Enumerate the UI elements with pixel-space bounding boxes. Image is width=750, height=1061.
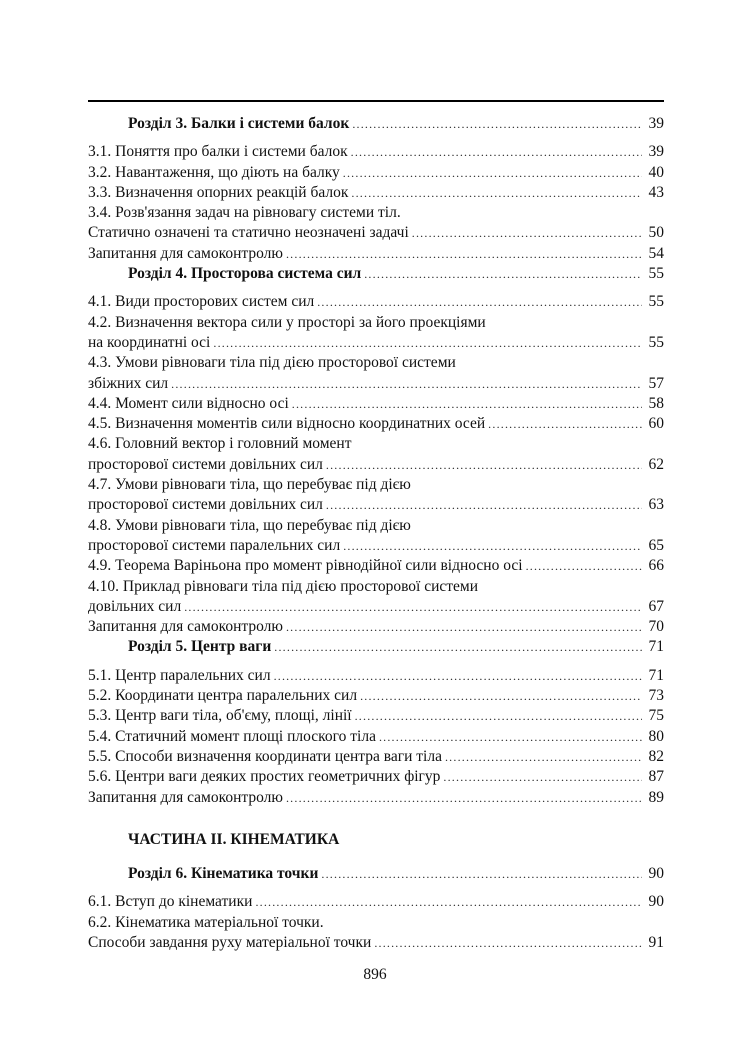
entry-title: 4.5. Визначення моментів сили відносно координатних осей bbox=[88, 415, 486, 433]
toc-entry[interactable] bbox=[88, 788, 664, 808]
page-ref: 55 bbox=[648, 293, 664, 311]
entry-title: 4.6. Головний вектор і головний момент bbox=[88, 435, 352, 453]
dot-leader bbox=[292, 394, 642, 414]
entry-title: 3.3. Визначення опорних реакцій балок bbox=[88, 183, 349, 201]
entry-title: просторової системи довільних сил bbox=[88, 496, 323, 514]
entry-title: Запитання для самоконтролю bbox=[88, 788, 283, 806]
dot-leader bbox=[412, 223, 642, 243]
dot-leader bbox=[171, 374, 642, 394]
part-heading: ЧАСТИНА ІІ. КІНЕМАТИКА bbox=[128, 830, 340, 848]
toc-entry[interactable] bbox=[88, 892, 664, 912]
toc-entry[interactable] bbox=[88, 353, 664, 394]
page-ref: 66 bbox=[648, 557, 664, 575]
toc-entry[interactable] bbox=[88, 292, 664, 312]
page-ref: 82 bbox=[648, 747, 664, 765]
dot-leader bbox=[321, 864, 642, 884]
toc-entry[interactable] bbox=[88, 686, 664, 706]
page-ref: 60 bbox=[648, 415, 664, 433]
page-ref: 87 bbox=[648, 768, 664, 786]
toc-entry[interactable] bbox=[88, 727, 664, 747]
toc-section-entry[interactable] bbox=[88, 637, 664, 657]
page-ref: 80 bbox=[648, 727, 664, 745]
page-ref: 54 bbox=[648, 244, 664, 262]
dot-leader bbox=[286, 244, 642, 264]
page-ref: 71 bbox=[648, 666, 664, 684]
page-ref: 67 bbox=[648, 597, 664, 615]
page-ref: 90 bbox=[648, 865, 664, 883]
entry-title: 5.3. Центр ваги тіла, об'єму, площі, лінії bbox=[88, 707, 352, 725]
entry-title: Запитання для самоконтролю bbox=[88, 244, 283, 262]
entry-title: на координатні осі bbox=[88, 333, 211, 351]
dot-leader bbox=[326, 455, 642, 475]
toc-entry[interactable] bbox=[88, 183, 664, 203]
entry-title: 4.1. Види просторових систем сил bbox=[88, 293, 315, 311]
entry-title: 6.1. Вступ до кінематики bbox=[88, 893, 253, 911]
page-ref: 55 bbox=[648, 333, 664, 351]
toc-section-entry[interactable] bbox=[88, 264, 664, 284]
page-ref: 43 bbox=[648, 183, 664, 201]
toc-entry[interactable] bbox=[88, 577, 664, 618]
entry-title: 4.8. Умови рівноваги тіла, що перебуває під дією bbox=[88, 516, 411, 534]
toc-entry[interactable] bbox=[88, 767, 664, 787]
dot-leader bbox=[526, 556, 642, 576]
dot-leader bbox=[379, 727, 642, 747]
entry-title: Запитання для самоконтролю bbox=[88, 618, 283, 636]
page-ref: 70 bbox=[648, 618, 664, 636]
toc-entry[interactable] bbox=[88, 414, 664, 434]
dot-leader bbox=[443, 767, 642, 787]
toc-entry[interactable] bbox=[88, 142, 664, 162]
dot-leader bbox=[351, 142, 642, 162]
page-ref: 62 bbox=[648, 455, 664, 473]
dot-leader bbox=[274, 666, 642, 686]
entry-title: просторової системи паралельних сил bbox=[88, 536, 341, 554]
entry-title: збіжних сил bbox=[88, 374, 169, 392]
page-ref: 39 bbox=[648, 143, 664, 161]
page-ref: 89 bbox=[648, 788, 664, 806]
page-ref: 55 bbox=[648, 265, 664, 283]
section-title: Розділ 3. Балки і системи балок bbox=[128, 115, 350, 132]
section-title: Розділ 4. Просторова система сил bbox=[128, 265, 362, 283]
dot-leader bbox=[286, 617, 642, 637]
dot-leader bbox=[286, 788, 642, 808]
toc-entry[interactable] bbox=[88, 244, 664, 264]
entry-title: 4.10. Приклад рівноваги тіла під дією просторової системи bbox=[88, 577, 479, 595]
toc-entry[interactable] bbox=[88, 666, 664, 686]
dot-leader bbox=[317, 292, 642, 312]
dot-leader bbox=[352, 114, 642, 134]
section-title: Розділ 6. Кінематика точки bbox=[128, 865, 319, 883]
entry-title: 4.3. Умови рівноваги тіла під дією просторової системи bbox=[88, 354, 456, 372]
toc-entry[interactable] bbox=[88, 706, 664, 726]
dot-leader bbox=[488, 414, 642, 434]
entry-title: довільних сил bbox=[88, 597, 182, 615]
page-ref: 73 bbox=[648, 687, 664, 705]
section-title: Розділ 5. Центр ваги bbox=[128, 638, 272, 656]
entry-title: 3.1. Поняття про балки і системи балок bbox=[88, 143, 348, 161]
toc-entry[interactable] bbox=[88, 434, 664, 475]
toc-entry[interactable] bbox=[88, 617, 664, 637]
page-ref: 71 bbox=[648, 638, 664, 656]
dot-leader bbox=[343, 163, 642, 183]
entry-title: 4.9. Теорема Варіньона про момент рівнодійної сили відносно осі bbox=[88, 557, 523, 575]
entry-title: 5.1. Центр паралельних сил bbox=[88, 666, 271, 684]
dot-leader bbox=[360, 686, 642, 706]
entry-title: 5.5. Способи визначення координати центра ваги тіла bbox=[88, 747, 442, 765]
page-ref: 63 bbox=[648, 496, 664, 514]
dot-leader bbox=[274, 637, 642, 657]
dot-leader bbox=[326, 495, 642, 515]
entry-title: 4.4. Момент сили відносно осі bbox=[88, 394, 289, 412]
entry-title: 4.2. Визначення вектора сили у просторі за його проекціями bbox=[88, 313, 486, 331]
dot-leader bbox=[374, 933, 642, 953]
dot-leader bbox=[351, 183, 642, 203]
toc-entry[interactable] bbox=[88, 516, 664, 557]
dot-leader bbox=[355, 706, 642, 726]
page-ref: 39 bbox=[648, 115, 664, 132]
page-ref: 50 bbox=[648, 224, 664, 242]
entry-title: просторової системи довільних сил bbox=[88, 455, 323, 473]
page-ref: 65 bbox=[648, 536, 664, 554]
page-ref: 58 bbox=[648, 394, 664, 412]
toc-entry[interactable] bbox=[88, 556, 664, 576]
toc-section-entry[interactable] bbox=[88, 114, 664, 134]
page-ref: 57 bbox=[648, 374, 664, 392]
toc-entry[interactable] bbox=[88, 203, 664, 244]
entry-title: 5.6. Центри ваги деяких простих геометричних фігур bbox=[88, 768, 441, 786]
page-ref: 90 bbox=[648, 893, 664, 911]
entry-title: 3.4. Розв'язання задач на рівновагу системи тіл. bbox=[88, 204, 401, 222]
toc-entry[interactable] bbox=[88, 313, 664, 354]
entry-title: Способи завдання руху матеріальної точки bbox=[88, 933, 372, 951]
entry-title: 4.7. Умови рівноваги тіла, що перебуває під дією bbox=[88, 476, 411, 494]
toc-entry[interactable] bbox=[88, 394, 664, 414]
toc-entry[interactable] bbox=[88, 747, 664, 767]
toc-entry[interactable] bbox=[88, 163, 664, 183]
dot-leader bbox=[213, 333, 642, 353]
entry-title: 5.4. Статичний момент площі плоского тіла bbox=[88, 727, 376, 745]
entry-title: 3.2. Навантаження, що діють на балку bbox=[88, 163, 340, 181]
page-number: 896 bbox=[363, 966, 387, 983]
toc-section-entry[interactable] bbox=[88, 864, 664, 884]
dot-leader bbox=[364, 264, 642, 284]
dot-leader bbox=[343, 536, 642, 556]
page-ref: 75 bbox=[648, 707, 664, 725]
toc-entry[interactable] bbox=[88, 475, 664, 516]
table-of-contents bbox=[88, 114, 664, 953]
page-ref: 40 bbox=[648, 163, 664, 181]
dot-leader bbox=[255, 892, 642, 912]
dot-leader bbox=[184, 597, 642, 617]
toc-entry[interactable] bbox=[88, 913, 664, 954]
entry-title: 6.2. Кінематика матеріальної точки. bbox=[88, 913, 324, 931]
header-rule bbox=[88, 100, 664, 102]
entry-title: Статично означені та статично неозначені задачі bbox=[88, 224, 409, 242]
dot-leader bbox=[445, 747, 642, 767]
entry-title: 5.2. Координати центра паралельних сил bbox=[88, 687, 358, 705]
page-ref: 91 bbox=[648, 933, 664, 951]
